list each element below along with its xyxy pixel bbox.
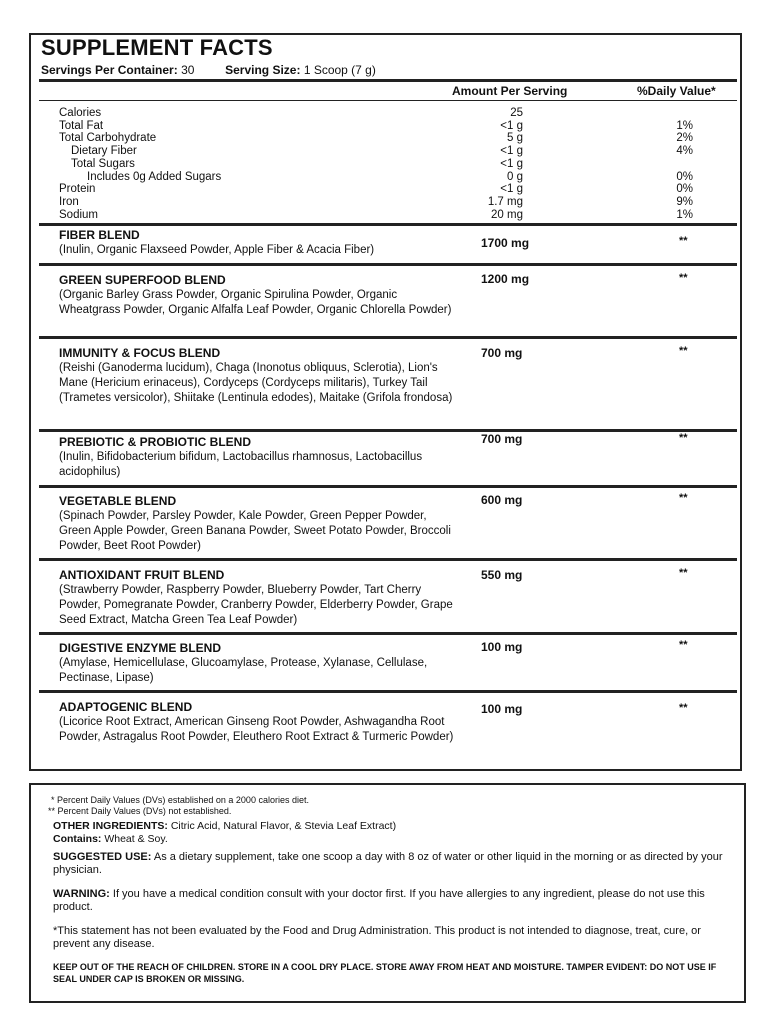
other-ingredients	[53, 820, 723, 833]
amount-header: Amount Per Serving	[452, 84, 568, 98]
other-ingredients-value: Citric Acid, Natural Flavor, & Stevia Leaf Extract)	[170, 820, 397, 832]
notes-panel	[29, 783, 746, 1003]
nutrient-amount: 20 mg	[491, 208, 523, 221]
nutrient-amount: <1 g	[500, 183, 523, 196]
blend-dv: **	[679, 345, 688, 357]
nutrient-name: Total Fat	[59, 119, 104, 132]
blend-ingredients: (Spinach Powder, Parsley Powder, Kale Powder, Green Pepper Powder, Green Apple Powder, Green Banana Powder, Sweet Potato Powder, Broccoli Powder, Beet Root Powder)	[59, 510, 451, 552]
blend-ingredients: (Organic Barley Grass Powder, Organic Spirulina Powder, Organic Wheatgrass Powder, Organic Alfalfa Leaf Powder, Organic Chlorella Powder)	[59, 289, 452, 316]
nutrient-name: Protein	[59, 183, 96, 196]
contains-value: Wheat & Soy.	[104, 833, 168, 845]
blend-dv: **	[679, 272, 688, 284]
divider	[39, 79, 737, 82]
divider	[39, 429, 737, 432]
panel-title: SUPPLEMENT FACTS	[41, 35, 273, 60]
blend-name: GREEN SUPERFOOD BLEND	[59, 273, 226, 287]
daily-value-header: %Daily Value*	[637, 84, 716, 98]
blend-amount: 600 mg	[481, 493, 523, 507]
nutrient-amount: 0 g	[507, 170, 523, 183]
divider	[39, 485, 737, 488]
warning-value: If you have a medical condition consult with your doctor first. If you have allergies to any ingredient, please do not use this product.	[53, 888, 705, 913]
blend-amount: 700 mg	[481, 346, 523, 360]
contains-label: Contains:	[53, 833, 102, 845]
blend-amount: 1700 mg	[481, 236, 530, 250]
blend-name: VEGETABLE BLEND	[59, 494, 177, 508]
blend-dv: **	[679, 702, 688, 714]
nutrient-dv: 2%	[676, 132, 693, 145]
blend-name: IMMUNITY & FOCUS BLEND	[59, 346, 221, 360]
dv-note: ** Percent Daily Values (DVs) not established.	[48, 806, 232, 816]
blend-name: FIBER BLEND	[59, 228, 140, 242]
nutrient-name: Total Sugars	[71, 157, 135, 170]
nutrient-name: Includes 0g Added Sugars	[87, 170, 222, 183]
nutrient-amount: <1 g	[500, 157, 523, 170]
blend-ingredients: (Inulin, Bifidobacterium bifidum, Lactobacillus rhamnosus, Lactobacillus acidophilus)	[59, 451, 423, 478]
nutrient-dv: 0%	[676, 170, 693, 183]
nutrient-name: Dietary Fiber	[71, 145, 137, 158]
keep-out-warning: KEEP OUT OF THE REACH OF CHILDREN. STORE IN A COOL DRY PLACE. STORE AWAY FROM HEAT AND MOISTURE. TAMPER EVIDENT: DO NOT USE IF SEAL UNDER CAP IS BROKEN OR MISSING.	[53, 962, 717, 984]
fda-statement: *This statement has not been evaluated by the Food and Drug Administration. This product is not intended to diagnose, treat, cure, or prevent any disease.	[53, 925, 701, 950]
blend-ingredients: (Amylase, Hemicellulase, Glucoamylase, Protease, Xylanase, Cellulase, Pectinase, Lipase)	[59, 657, 428, 684]
divider	[39, 223, 737, 226]
nutrient-name: Calories	[59, 107, 102, 119]
dv-note: * Percent Daily Values (DVs) established on a 2000 calories diet.	[51, 795, 309, 805]
servings-per-container-value: 30	[181, 63, 195, 77]
blend-ingredients: (Strawberry Powder, Raspberry Powder, Blueberry Powder, Tart Cherry Powder, Pomegranate Powder, Cranberry Powder, Elderberry Powder, Grape Seed Extract, Matcha Green Tea Leaf Powder)	[59, 584, 453, 626]
nutrient-dv: 1%	[676, 119, 693, 132]
blend-dv: **	[679, 639, 688, 651]
servings-row	[41, 63, 376, 77]
nutrient-name: Iron	[59, 195, 79, 208]
blend-dv: **	[679, 432, 688, 444]
nutrient-amount: <1 g	[500, 119, 523, 132]
blend-name: PREBIOTIC & PROBIOTIC BLEND	[59, 435, 252, 449]
blend-amount: 100 mg	[481, 702, 523, 716]
blend-amount: 700 mg	[481, 432, 523, 446]
contains	[53, 833, 723, 846]
nutrient-dv: 0%	[676, 183, 693, 196]
blend-dv: **	[679, 235, 688, 247]
serving-size-value: 1 Scoop (7 g)	[303, 63, 376, 77]
divider	[39, 336, 737, 339]
blend-name: DIGESTIVE ENZYME BLEND	[59, 641, 222, 655]
warning	[53, 888, 723, 913]
nutrient-dv: 1%	[676, 208, 693, 221]
blend-amount: 1200 mg	[481, 272, 530, 286]
supplement-facts-panel	[29, 33, 742, 771]
blend-dv: **	[679, 567, 688, 579]
suggested-use-value: As a dietary supplement, take one scoop a day with 8 oz of water or other liquid in the morning or as directed by your physician.	[53, 851, 723, 876]
blend-amount: 100 mg	[481, 640, 523, 654]
blend-amount: 550 mg	[481, 568, 523, 582]
blend-name: ANTIOXIDANT FRUIT BLEND	[59, 568, 225, 582]
nutrient-amount: 1.7 mg	[487, 195, 523, 208]
blend-name: ADAPTOGENIC BLEND	[59, 700, 193, 714]
blend-ingredients: (Inulin, Organic Flaxseed Powder, Apple Fiber & Acacia Fiber)	[59, 244, 375, 256]
warning-label: WARNING:	[53, 888, 110, 900]
nutrient-amount: <1 g	[500, 145, 523, 158]
serving-size-label: Serving Size:	[225, 63, 301, 77]
blend-ingredients: (Reishi (Ganoderma lucidum), Chaga (Inonotus obliquus, Sclerotia), Lion's Mane (Hericium erinaceus), Cordyceps (Cordyceps militaris), Turkey Tail (Trametes versicolor), Shiitake (Lentinula edodes), Maitake (Grifola frondosa)	[59, 362, 453, 404]
nutrient-dv: 9%	[676, 195, 693, 208]
nutrient-name: Total Carbohydrate	[59, 132, 157, 145]
divider	[39, 690, 737, 693]
divider	[39, 263, 737, 266]
suggested-use-label: SUGGESTED USE:	[53, 851, 152, 863]
nutrient-amount: 25	[510, 107, 523, 119]
nutrient-dv: 4%	[676, 145, 693, 158]
blend-dv: **	[679, 492, 688, 504]
other-ingredients-label: OTHER INGREDIENTS:	[53, 820, 168, 832]
nutrient-amount: 5 g	[507, 132, 523, 145]
blend-ingredients: (Licorice Root Extract, American Ginseng Root Powder, Ashwagandha Root Powder, Astragalus Root Powder, Eleuthero Root Extract & Turmeric Powder)	[59, 716, 454, 743]
divider	[39, 100, 737, 101]
nutrient-name: Sodium	[59, 208, 98, 221]
suggested-use	[53, 851, 723, 876]
divider	[39, 558, 737, 561]
divider	[39, 632, 737, 635]
servings-per-container-label: Servings Per Container:	[41, 63, 178, 77]
